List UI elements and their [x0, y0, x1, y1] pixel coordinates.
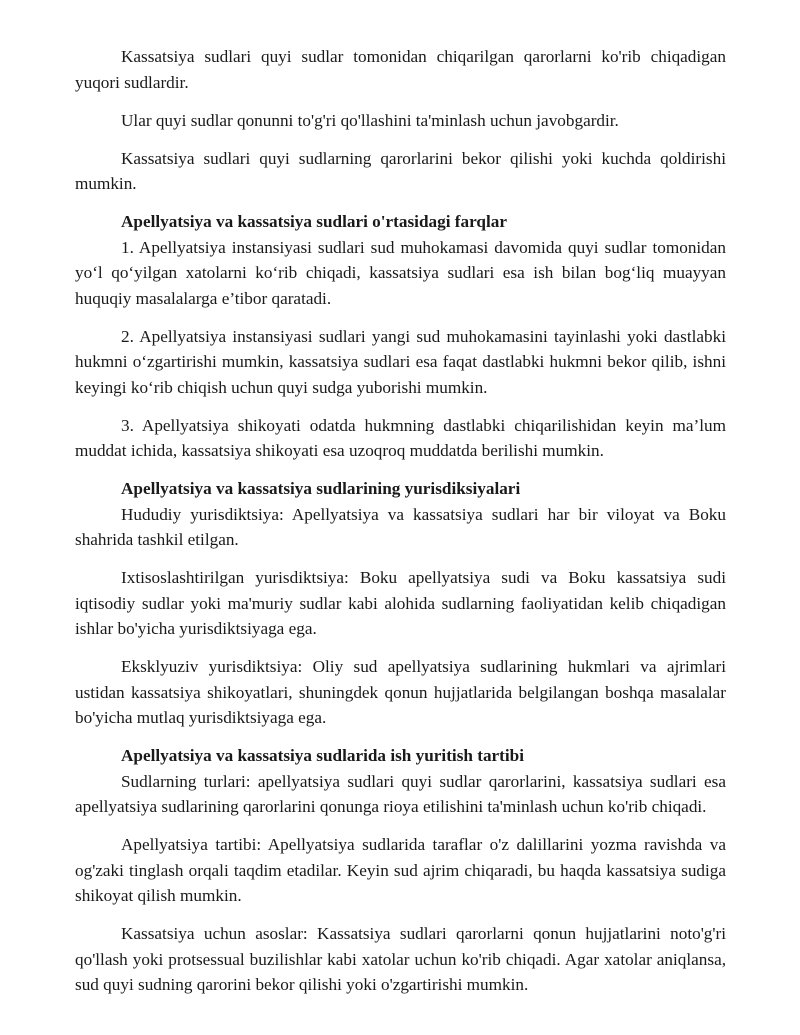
paragraph-appeal-procedure: Apellyatsiya tartibi: Apellyatsiya sudlarida taraflar o'z dalillarini yozma ravishda va og'zaki tinglash orqali taqdim etadilar. Keyin sud ajrim chiqaradi, bu haqda kassatsiya sudiga shikoyat qilish mumkin.: [75, 835, 726, 905]
paragraph-cassation-grounds: Kassatsiya uchun asoslar: Kassatsiya sudlari qarorlarni qonun hujjatlarini noto'g'ri qo'llash yoki protsessual buzilishlar kabi xatolar uchun ko'rib chiqadi. Agar xatolar aniqlansa, sud quyi sudning qarorini bekor qilishi yoki o'zgartirishi mumkin.: [75, 924, 726, 994]
list-item-difference-3: 3. Apellyatsiya shikoyati odatda hukmning dastlabki chiqarilishidan keyin ma’lum muddat ichida, kassatsiya shikoyati esa uzoqroq muddatda berilishi mumkin.: [75, 415, 726, 460]
document-page: [75, 44, 726, 998]
paragraph-specialized-jurisdiction: Ixtisoslashtirilgan yurisdiktsiya: Boku apellyatsiya sudi va Boku kassatsiya sudi iqtisodiy sudlar yoki ma'muriy sudlar kabi alohida sudlarning faoliyatidan kelib chiqadigan ishlar bo'yicha yurisdiktsiyaga ega.: [75, 568, 726, 638]
paragraph-cassation-powers: Kassatsiya sudlari quyi sudlarning qarorlarini bekor qilishi yoki kuchda qoldirishi mumkin.: [75, 148, 726, 193]
paragraph-cassation-courts-definition: Kassatsiya sudlari quyi sudlar tomonidan chiqarilgan qarorlarni ko'rib chiqadigan yuqori sudlardir.: [75, 47, 726, 92]
paragraph-court-types: Sudlarning turlari: apellyatsiya sudlari quyi sudlar qarorlarini, kassatsiya sudlari esa apellyatsiya sudlarining qarorlarini qonunga rioya etilishini ta'minlash uchun ko'rib chiqadi.: [75, 771, 726, 816]
section-heading-procedure: Apellyatsiya va kassatsiya sudlarida ish yuritish tartibi: [121, 746, 525, 765]
paragraph-territorial-jurisdiction: Hududiy yurisdiktsiya: Apellyatsiya va kassatsiya sudlari har bir viloyat va Boku shahrida tashkil etilgan.: [75, 504, 726, 549]
list-item-difference-2: 2. Apellyatsiya instansiyasi sudlari yangi sud muhokamasini tayinlashi yoki dastlabki hukmni o‘zgartirishi mumkin, kassatsiya sudlari esa faqat dastlabki hukmni bekor qilib, ishni keyingi ko‘rib chiqish uchun quyi sudga yuborishi mumkin.: [75, 326, 726, 397]
section-heading-differences: Apellyatsiya va kassatsiya sudlari o'rtasidagi farqlar: [121, 212, 507, 231]
paragraph-exclusive-jurisdiction: Eksklyuziv yurisdiktsiya: Oliy sud apellyatsiya sudlarining hukmlari va ajrimlari ustidan kassatsiya shikoyatlari, shuningdek qonun hujjatlarida belgilangan boshqa masalalar bo'yicha mutlaq yurisdiktsiyaga ega.: [75, 657, 726, 727]
section-heading-jurisdictions: Apellyatsiya va kassatsiya sudlarining yurisdiksiyalari: [121, 479, 521, 498]
list-item-difference-1: 1. Apellyatsiya instansiyasi sudlari sud muhokamasi davomida quyi sudlar tomonidan yo‘l qo‘yilgan xatolarni ko‘rib chiqadi, kassatsiya sudlari esa ish bilan bog‘liq muayyan huquqiy masalalarga e’tibor qaratadi.: [75, 237, 726, 308]
paragraph-cassation-responsibility: Ular quyi sudlar qonunni to'g'ri qo'llashini ta'minlash uchun javobgardir.: [121, 110, 619, 130]
